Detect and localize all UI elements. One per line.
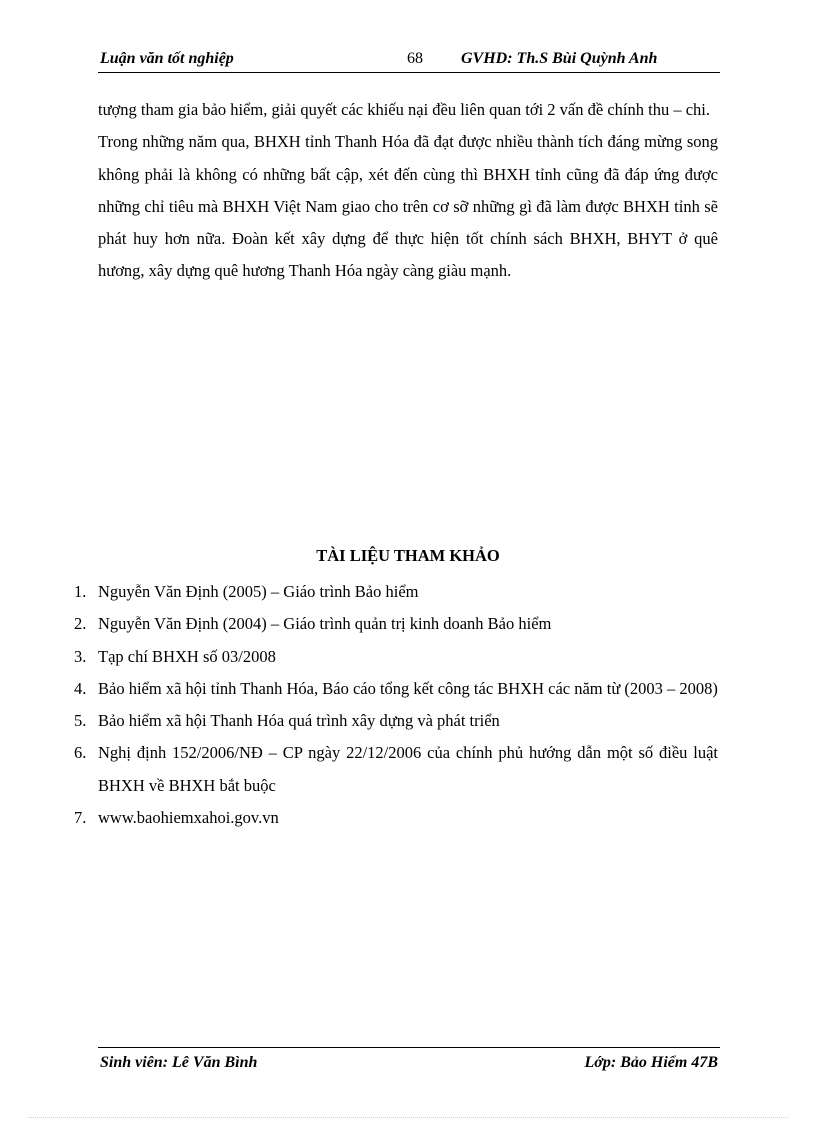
page-footer — [98, 1047, 720, 1078]
reference-text: Tạp chí BHXH số 03/2008 — [98, 646, 276, 666]
references-title: TÀI LIỆU THAM KHẢO — [316, 546, 500, 565]
reference-text: Bảo hiểm xã hội tỉnh Thanh Hóa, Báo cáo tổng kết công tác BHXH các năm từ (2003 – 2008) — [98, 678, 718, 698]
footer-class: Lớp: Bảo Hiểm 47B — [584, 1054, 718, 1071]
reference-text: Nghị định 152/2006/NĐ – CP ngày 22/12/2006 của chính phủ hướng dẫn một số điều luật BHXH về BHXH bắt buộc — [98, 743, 718, 795]
reference-item — [70, 673, 718, 705]
body-paragraph-2: Trong những năm qua, BHXH tỉnh Thanh Hóa đã đạt được nhiều thành tích đáng mừng song không phải là không có những bất cập, xét đến cùng thì BHXH tỉnh cũng đã đáp ứng được những chỉ tiêu mà BHXH Việt Nam giao cho trên cơ sỡ những gì đã làm được BHXH tỉnh sẽ phát huy hơn nữa. Đoàn kết xây dựng để thực hiện tốt chính sách BHXH, BHYT ở quê hương, xây dựng quê hương Thanh Hóa ngày càng giàu mạnh. — [98, 132, 718, 281]
reference-text: Nguyễn Văn Định (2004) – Giáo trình quản trị kinh doanh Bảo hiểm — [98, 614, 552, 634]
reference-item — [70, 737, 718, 802]
reference-item — [70, 608, 718, 640]
reference-number: 7. — [74, 808, 87, 828]
body-paragraph-1: tượng tham gia bảo hiểm, giải quyết các khiếu nại đều liên quan tới 2 vấn đề chính thu – chi. — [98, 100, 710, 119]
reference-number: 2. — [74, 614, 87, 634]
page-header — [98, 48, 720, 73]
reference-item — [70, 576, 718, 608]
footer-student: Sinh viên: Lê Văn Bình — [100, 1054, 258, 1071]
reference-number: 1. — [74, 582, 87, 601]
page-number: 68 — [407, 50, 423, 67]
references-list — [70, 576, 718, 834]
reference-text: www.baohiemxahoi.gov.vn — [98, 808, 279, 828]
reference-number: 6. — [74, 743, 87, 763]
header-supervisor: GVHD: Th.S Bùi Quỳnh Anh — [461, 50, 658, 67]
reference-item — [70, 641, 718, 673]
reference-text: Nguyễn Văn Định (2005) – Giáo trình Bảo hiểm — [98, 582, 419, 601]
reference-item — [70, 802, 718, 834]
reference-number: 4. — [74, 678, 87, 698]
body-text — [98, 94, 718, 288]
reference-number: 3. — [74, 646, 87, 666]
reference-item — [70, 705, 718, 737]
reference-text: Bảo hiểm xã hội Thanh Hóa quá trình xây dựng và phát triển — [98, 711, 500, 731]
reference-number: 5. — [74, 711, 87, 731]
page-edge-divider — [28, 1117, 788, 1118]
header-thesis-label: Luận văn tốt nghiệp — [100, 50, 234, 67]
